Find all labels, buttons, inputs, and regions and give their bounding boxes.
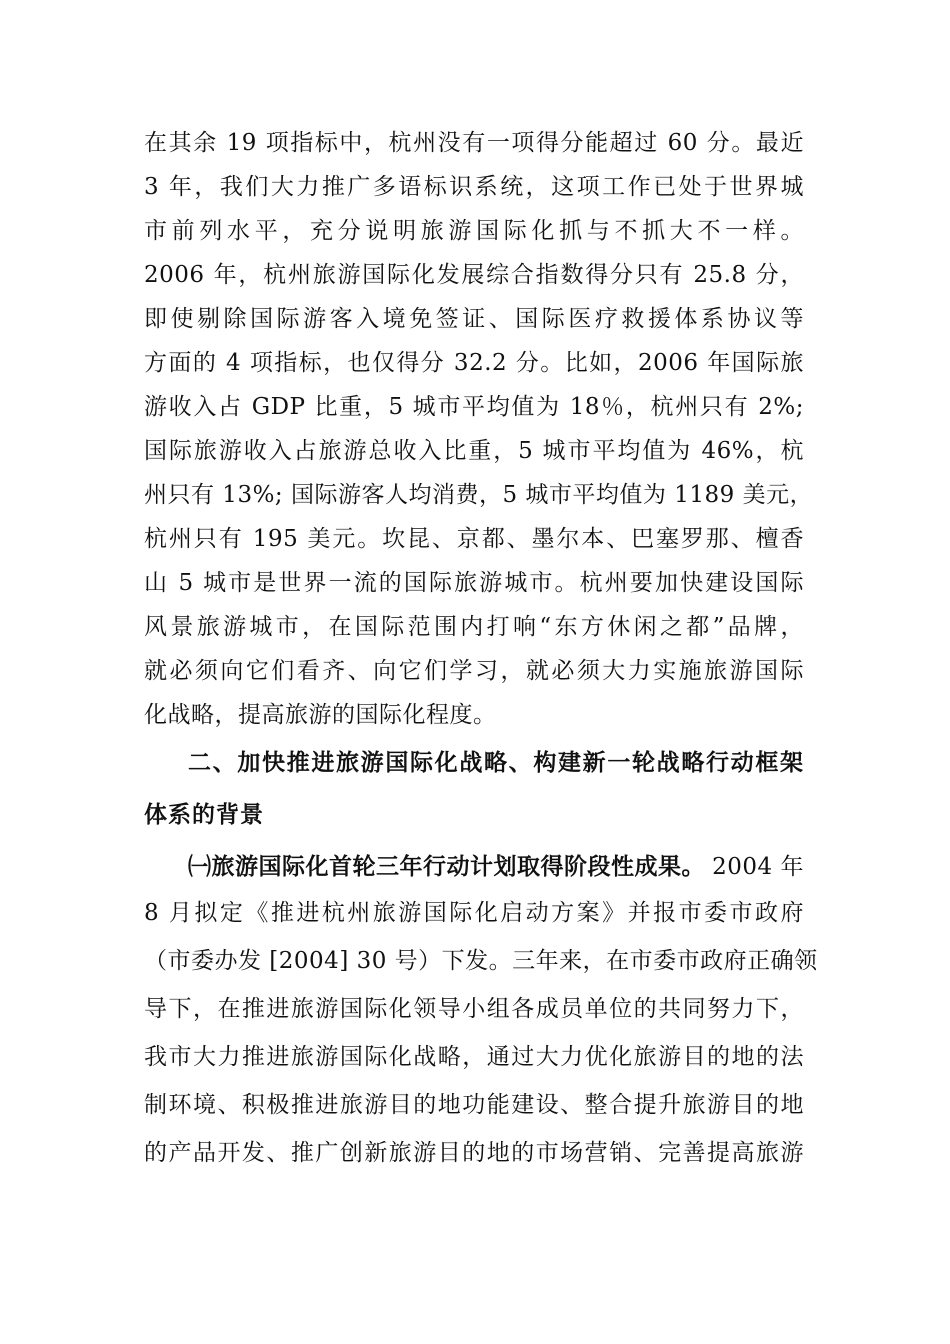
section-heading-line-1: 二、加快推进旅游国际化战略、构建新一轮战略行动框架 [188, 749, 804, 776]
paragraph-line: 3 年，我们大力推广多语标识系统，这项工作已处于世界城 [144, 174, 804, 200]
subsection-title: ㈠旅游国际化首轮三年行动计划取得阶段性成果。 [188, 853, 705, 880]
paragraph-line: 制环境、积极推进旅游目的地功能建设、整合提升旅游目的地 [144, 1092, 804, 1118]
paragraph-line: 州只有 13%; 国际游客人均消费，5 城市平均值为 1189 美元， [144, 482, 814, 508]
paragraph-line: 导下，在推进旅游国际化领导小组各成员单位的共同努力下， [144, 996, 804, 1022]
paragraph-line: 市前列水平，充分说明旅游国际化抓与不抓大不一样。 [144, 218, 804, 244]
section-heading-line-2: 体系的背景 [144, 801, 264, 828]
paragraph-line: 2006 年，杭州旅游国际化发展综合指数得分只有 25.8 分， [144, 262, 804, 288]
paragraph-line: 山 5 城市是世界一流的国际旅游城市。杭州要加快建设国际 [144, 570, 804, 596]
paragraph-line: 杭州只有 195 美元。坎昆、京都、墨尔本、巴塞罗那、檀香 [144, 526, 804, 552]
paragraph-line: 就必须向它们看齐、向它们学习，就必须大力实施旅游国际 [144, 658, 804, 684]
subsection-first-line [188, 851, 804, 883]
paragraph-line: 游收入占 GDP 比重，5 城市平均值为 18％，杭州只有 2%; [144, 394, 804, 420]
paragraph-line: 的产品开发、推广创新旅游目的地的市场营销、完善提高旅游 [144, 1140, 804, 1166]
paragraph-line: （市委办发 [2004] 30 号）下发。三年来，在市委市政府正确领 [144, 948, 818, 974]
paragraph-line: 我市大力推进旅游国际化战略，通过大力优化旅游目的地的法 [144, 1044, 804, 1070]
paragraph-line: 在其余 19 项指标中，杭州没有一项得分能超过 60 分。最近 [144, 130, 804, 156]
paragraph-line: 风景旅游城市，在国际范围内打响“东方休闲之都”品牌， [144, 614, 804, 640]
paragraph-line: 方面的 4 项指标，也仅得分 32.2 分。比如，2006 年国际旅 [144, 350, 804, 376]
subsection-text-start: 2004 年 [712, 854, 804, 880]
paragraph-line: 化战略，提高旅游的国际化程度。 [144, 702, 497, 728]
paragraph-line: 即使剔除国际游客入境免签证、国际医疗救援体系协议等 [144, 306, 804, 332]
paragraph-line: 8 月拟定《推进杭州旅游国际化启动方案》并报市委市政府 [144, 900, 804, 926]
paragraph-line: 国际旅游收入占旅游总收入比重，5 城市平均值为 46%，杭 [144, 438, 804, 464]
